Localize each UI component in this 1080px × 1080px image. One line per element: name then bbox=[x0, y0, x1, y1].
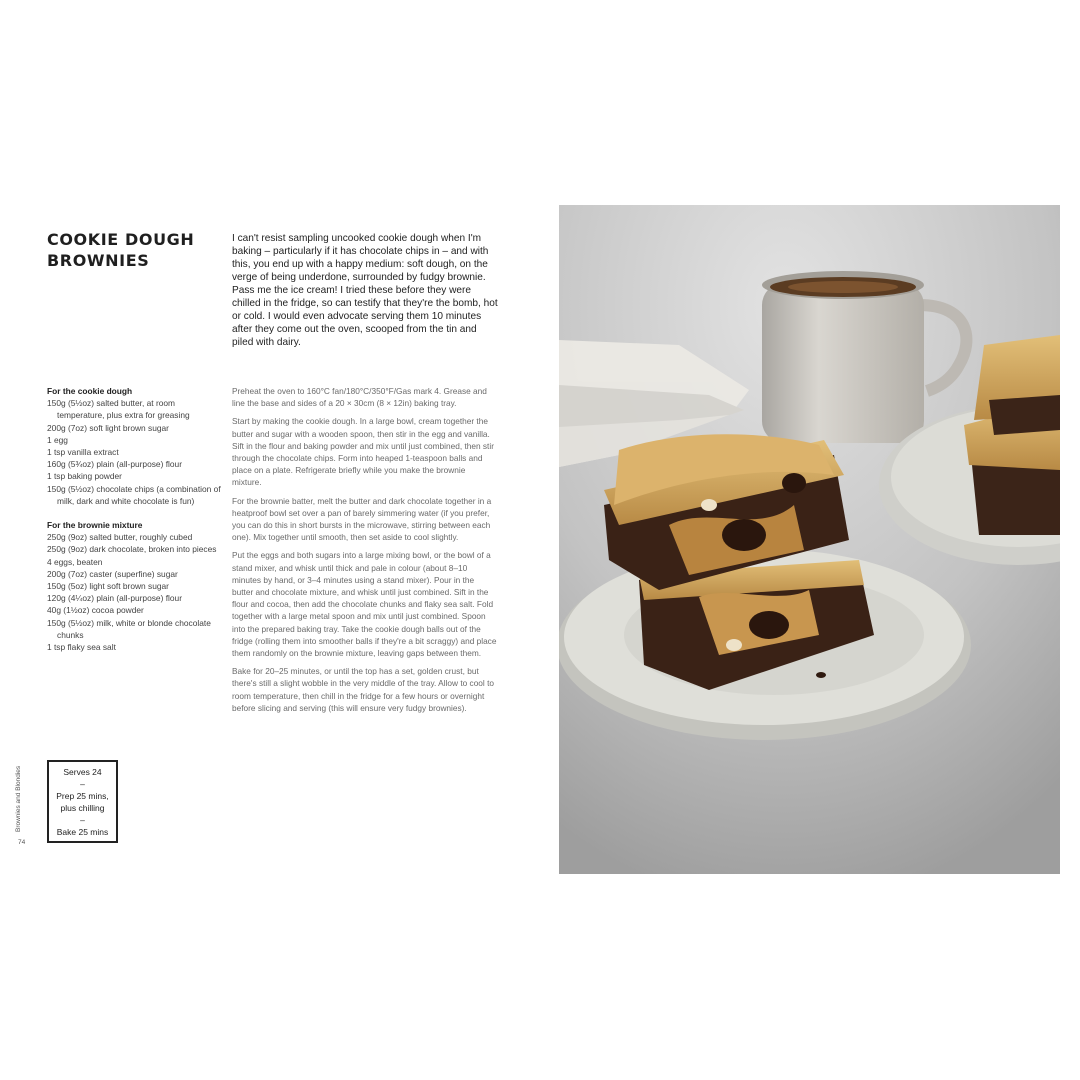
brownies-photo bbox=[559, 205, 1060, 874]
ingredient-item: 4 eggs, beaten bbox=[47, 556, 103, 567]
ingredient-item: 1 tsp flaky sea salt bbox=[47, 642, 116, 653]
ingredients-list bbox=[47, 385, 222, 653]
info-separator: – bbox=[80, 778, 85, 789]
ingredient-item: 1 tsp baking powder bbox=[47, 471, 122, 482]
ingredient-item: 150g (5½oz) chocolate chips (a combination of milk, dark and white chocolate is fun) bbox=[47, 483, 221, 506]
info-separator: – bbox=[80, 814, 85, 825]
method-step: Preheat the oven to 160°C fan/180°C/350°F/Gas mark 4. Grease and line the base and sides of a 20 × 30cm (8 × 12in) baking tray. bbox=[232, 386, 487, 409]
recipe-title-line1: COOKIE DOUGH bbox=[47, 230, 195, 249]
ingredient-group-heading: For the brownie mixture bbox=[47, 520, 143, 531]
ingredient-item: 250g (9oz) salted butter, roughly cubed bbox=[47, 532, 193, 543]
ingredient-item: 40g (1½oz) cocoa powder bbox=[47, 605, 144, 616]
ingredient-item: 150g (5½oz) salted butter, at room temperature, plus extra for greasing bbox=[47, 398, 190, 421]
recipe-intro: I can't resist sampling uncooked cookie dough when I'm baking – particularly if it has chocolate chips in – and with this, you end up with a happy medium: soft dough, on the verge of being underdone, surrounded by fudgy brownie. Pass me the ice cream! I tried these before they were chilled in the fridge, so can testify that they're the bomb, hot or cold. I would even advocate serving them 10 minutes after they come out the oven, scooped from the tin and piled with dairy. bbox=[232, 233, 498, 348]
ingredient-item: 200g (7oz) caster (superfine) sugar bbox=[47, 568, 178, 579]
section-label: Brownies and Blondies bbox=[15, 765, 22, 832]
method-steps bbox=[232, 385, 497, 720]
recipe-title-line2: BROWNIES bbox=[47, 251, 150, 270]
ingredient-item: 160g (5¾oz) plain (all-purpose) flour bbox=[47, 459, 183, 470]
ingredient-item: 1 egg bbox=[47, 434, 68, 445]
recipe-info-box bbox=[47, 760, 118, 843]
method-step: Start by making the cookie dough. In a large bowl, cream together the butter and sugar with a wooden spoon, then stir in the egg and vanilla. Sift in the flour and baking powder and mix until just combined, then stir through the chocolate chips. Form into heaped 1-teaspoon balls and place on a plate. Refrigerate briefly while you make the brownie mixture. bbox=[232, 416, 494, 488]
crumb bbox=[816, 672, 826, 678]
method-step: Put the eggs and both sugars into a large mixing bowl, or the bowl of a stand mixer, and whisk until thick and pale in colour (about 8–10 minutes by hand, or 3–4 minutes using a stand mixer). Pour in the butter and chocolate mixture, and whisk until just combined. Sift in the flour and cocoa, then add the chocolate chunks and flaky sea salt. Fold together with a large metal spoon and mix until just combined. Spoon into the prepared baking tray. Take the cookie dough balls out of the fridge (rolling them into smoother balls if they're a bit scraggy) and place them randomly on the brownie mixture, leaving gaps between them. bbox=[232, 550, 497, 659]
ingredient-item: 150g (5½oz) milk, white or blonde chocolate chunks bbox=[47, 617, 211, 640]
ingredient-item: 120g (4¼oz) plain (all-purpose) flour bbox=[47, 593, 183, 604]
prep-time-text: Prep 25 mins, plus chilling bbox=[56, 790, 109, 813]
method-step: Bake for 20–25 minutes, or until the top has a set, golden crust, but there's still a slight wobble in the very middle of the tray. Allow to cool to room temperature, then chill in the fridge for a few hours or overnight before slicing and serving (this will ensure very fudgy brownies). bbox=[232, 666, 494, 713]
method-step: For the brownie batter, melt the butter and dark chocolate together in a heatproof bowl set over a pan of barely simmering water (if you prefer, you can do this in short bursts in the microwave, stirring between each one). Mix together until smooth, then set aside to cool slightly. bbox=[232, 495, 492, 543]
ingredient-item: 200g (7oz) soft light brown sugar bbox=[47, 422, 169, 433]
page-number: 74 bbox=[18, 839, 26, 846]
ingredient-item: 250g (9oz) dark chocolate, broken into pieces bbox=[47, 544, 217, 555]
ingredient-item: 150g (5oz) light soft brown sugar bbox=[47, 581, 169, 592]
ingredient-group-heading: For the cookie dough bbox=[47, 386, 133, 396]
recipe-title bbox=[47, 229, 222, 271]
ingredient-group bbox=[47, 385, 222, 507]
ingredient-item: 1 tsp vanilla extract bbox=[47, 447, 119, 458]
ingredient-group bbox=[47, 519, 222, 653]
bake-time-text: Bake 25 mins bbox=[56, 826, 109, 837]
serves-text: Serves 24 bbox=[63, 766, 102, 777]
